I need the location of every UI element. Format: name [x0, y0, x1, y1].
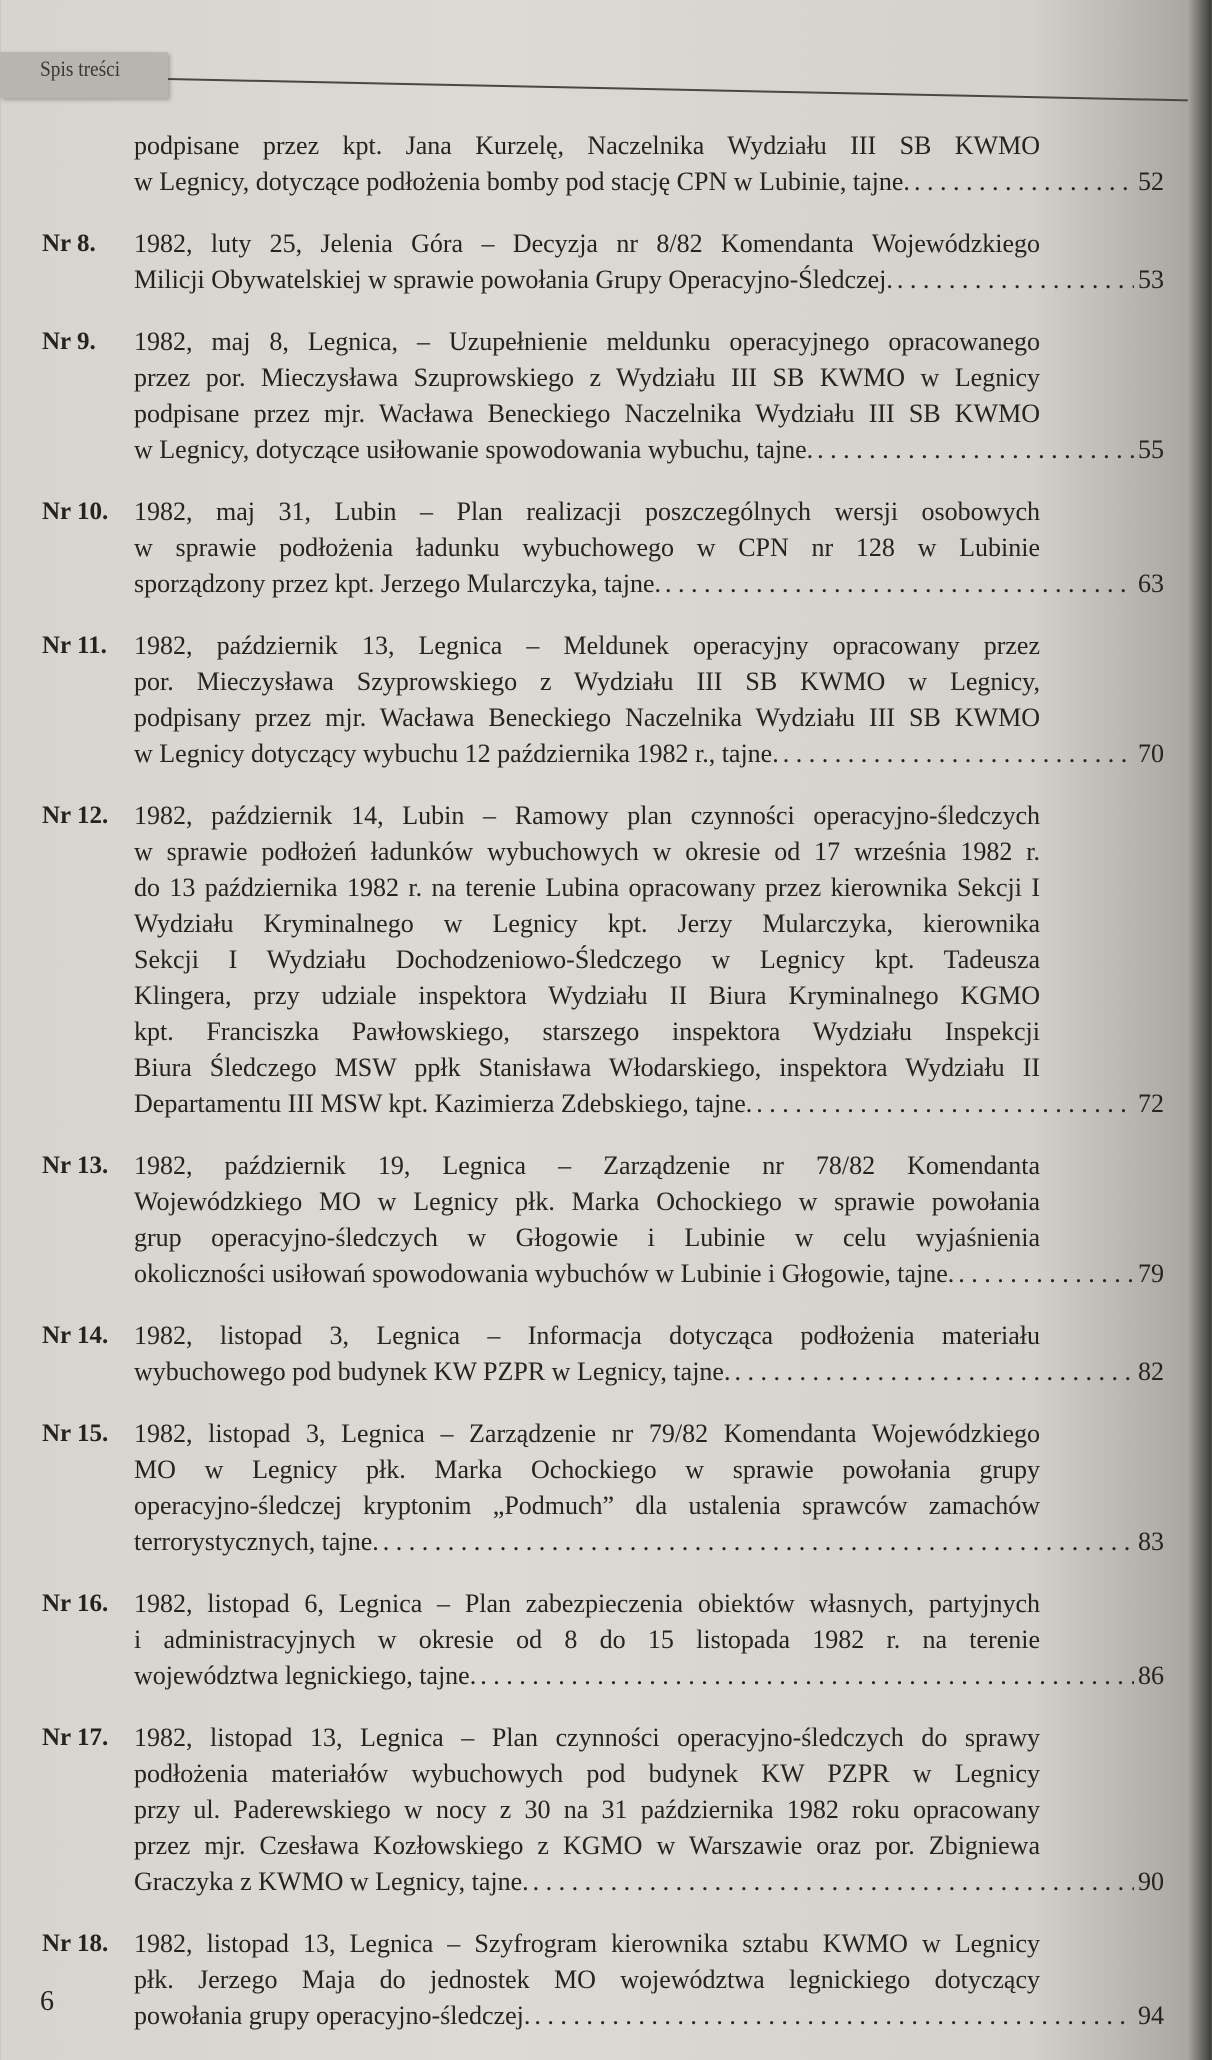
dot-leader: [383, 1524, 1134, 1560]
toc-entry: [0, 324, 1212, 468]
entry-line: podpisane przez kpt. Jana Kurzelę, Naczelnika Wydziału III SB KWMO: [134, 131, 1040, 160]
entry-line: w sprawie podłożenia ładunku wybuchowego w CPN nr 128 w Lubinie: [134, 533, 1040, 562]
toc-entry: [0, 1318, 1212, 1390]
entry-line: MO w Legnicy płk. Marka Ochockiego w sprawie powołania grupy: [134, 1455, 1040, 1484]
entry-text: okoliczności usiłowań spowodowania wybuchów w Lubinie i Głogowie, tajne.: [134, 1259, 955, 1288]
dot-leader: [734, 1354, 1134, 1390]
entry-line: i administracyjnych w okresie od 8 do 15 listopada 1982 r. na terenie: [134, 1625, 1040, 1654]
document-number: Nr 9.: [42, 328, 96, 355]
entry-page-number: 52: [1138, 167, 1164, 196]
entry-page-number: 86: [1138, 1661, 1164, 1690]
entry-line: [134, 1658, 1164, 1694]
entry-line: Wojewódzkiego MO w Legnicy płk. Marka Ochockiego w sprawie powołania: [134, 1187, 1040, 1216]
toc-entry: [0, 1586, 1212, 1694]
entry-line: Wydziału Kryminalnego w Legnicy kpt. Jerzy Mularczyka, kierownika: [134, 909, 1040, 938]
dot-leader: [914, 164, 1134, 200]
entry-line: [134, 432, 1164, 468]
entry-line: Biura Śledczego MSW ppłk Stanisława Włodarskiego, inspektora Wydziału II: [134, 1053, 1040, 1082]
document-number: Nr 16.: [42, 1590, 109, 1617]
entry-page-number: 63: [1138, 569, 1164, 598]
entry-text: wybuchowego pod budynek KW PZPR w Legnicy, tajne.: [134, 1357, 731, 1386]
dot-leader: [897, 262, 1134, 298]
toc-entry: [0, 1416, 1212, 1560]
entry-line: 1982, luty 25, Jelenia Góra – Decyzja nr 8/82 Komendanta Wojewódzkiego: [134, 229, 1040, 258]
entry-page-number: 82: [1138, 1357, 1164, 1386]
entry-line: 1982, maj 31, Lubin – Plan realizacji poszczególnych wersji osobowych: [134, 497, 1040, 526]
entry-page-number: 90: [1138, 1867, 1164, 1896]
document-number: Nr 14.: [42, 1322, 109, 1349]
dot-leader: [756, 1086, 1134, 1122]
entry-line: [134, 164, 1164, 200]
entry-page-number: 83: [1138, 1527, 1164, 1556]
entry-line: przez por. Mieczysława Szuprowskiego z Wydziału III SB KWMO w Legnicy: [134, 363, 1040, 392]
dot-leader: [817, 432, 1134, 468]
entry-line: grup operacyjno-śledczych w Głogowie i Lubinie w celu wyjaśnienia: [134, 1223, 1040, 1252]
entry-line: w sprawie podłożeń ładunków wybuchowych w okresie od 17 września 1982 r.: [134, 837, 1040, 866]
document-number: Nr 10.: [42, 498, 109, 525]
entry-line: 1982, listopad 3, Legnica – Informacja dotycząca podłożenia materiału: [134, 1321, 1040, 1350]
dot-leader: [665, 566, 1134, 602]
entry-text: powołania grupy operacyjno-śledczej.: [134, 2001, 531, 2030]
toc-entry: [0, 1926, 1212, 2034]
entry-line: podłożenia materiałów wybuchowych pod budynek KW PZPR w Legnicy: [134, 1759, 1040, 1788]
entry-page-number: 53: [1138, 265, 1164, 294]
entry-line: [134, 1998, 1164, 2034]
toc-entry: [0, 1148, 1212, 1292]
entry-line: przez mjr. Czesława Kozłowskiego z KGMO w Warszawie oraz por. Zbigniewa: [134, 1831, 1040, 1860]
document-number: Nr 18.: [42, 1930, 109, 1957]
entry-line: Sekcji I Wydziału Dochodzeniowo-Śledczego w Legnicy kpt. Tadeusza: [134, 945, 1040, 974]
dot-leader: [480, 1658, 1134, 1694]
entry-page-number: 79: [1138, 1259, 1164, 1288]
entry-line: Klingera, przy udziale inspektora Wydziału II Biura Kryminalnego KGMO: [134, 981, 1040, 1010]
entry-page-number: 94: [1138, 2001, 1164, 2030]
entry-text: sporządzony przez kpt. Jerzego Mularczyka, tajne.: [134, 569, 661, 598]
header-rule: [168, 78, 1188, 101]
entry-page-number: 55: [1138, 435, 1164, 464]
entry-text: Departamentu III MSW kpt. Kazimierza Zdebskiego, tajne.: [134, 1089, 753, 1118]
entry-line: 1982, październik 14, Lubin – Ramowy plan czynności operacyjno-śledczych: [134, 801, 1040, 830]
dot-leader: [783, 736, 1134, 772]
document-number: Nr 11.: [42, 632, 107, 659]
entry-line: 1982, listopad 3, Legnica – Zarządzenie nr 79/82 Komendanta Wojewódzkiego: [134, 1419, 1040, 1448]
entry-line: 1982, listopad 13, Legnica – Szyfrogram kierownika sztabu KWMO w Legnicy: [134, 1929, 1040, 1958]
entry-page-number: 70: [1138, 739, 1164, 768]
toc-entry: [0, 226, 1212, 298]
document-number: Nr 17.: [42, 1724, 109, 1751]
entry-line: [134, 566, 1164, 602]
dot-leader: [534, 1998, 1134, 2034]
entry-line: do 13 października 1982 r. na terenie Lubina opracowany przez kierownika Sekcji I: [134, 873, 1040, 902]
toc-entry: [0, 128, 1212, 200]
entry-line: [134, 1086, 1164, 1122]
running-header: Spis treści: [40, 56, 121, 81]
entry-line: [134, 1354, 1164, 1390]
document-number: Nr 12.: [42, 802, 109, 829]
entry-text: w Legnicy dotyczący wybuchu 12 października 1982 r., tajne.: [134, 739, 779, 768]
entry-line: 1982, listopad 6, Legnica – Plan zabezpieczenia obiektów własnych, partyjnych: [134, 1589, 1040, 1618]
entry-line: 1982, maj 8, Legnica, – Uzupełnienie meldunku operacyjnego opracowanego: [134, 327, 1040, 356]
document-number: Nr 15.: [42, 1420, 109, 1447]
entry-line: operacyjno-śledczej kryptonim „Podmuch” dla ustalenia sprawców zamachów: [134, 1491, 1040, 1520]
entry-line: podpisany przez mjr. Wacława Beneckiego Naczelnika Wydziału III SB KWMO: [134, 703, 1040, 732]
entry-text: Graczyka z KWMO w Legnicy, tajne.: [134, 1867, 529, 1896]
entry-line: przy ul. Paderewskiego w nocy z 30 na 31 października 1982 roku opracowany: [134, 1795, 1040, 1824]
entry-page-number: 72: [1138, 1089, 1164, 1118]
entry-line: [134, 1524, 1164, 1560]
entry-text: województwa legnickiego, tajne.: [134, 1661, 477, 1690]
entry-line: [134, 1256, 1164, 1292]
table-of-contents: [0, 128, 1212, 2060]
entry-line: podpisane przez mjr. Wacława Beneckiego Naczelnika Wydziału III SB KWMO: [134, 399, 1040, 428]
entry-line: [134, 262, 1164, 298]
entry-line: 1982, październik 19, Legnica – Zarządzenie nr 78/82 Komendanta: [134, 1151, 1040, 1180]
entry-text: terrorystycznych, tajne.: [134, 1527, 379, 1556]
document-number: Nr 13.: [42, 1152, 109, 1179]
entry-line: kpt. Franciszka Pawłowskiego, starszego inspektora Wydziału Inspekcji: [134, 1017, 1040, 1046]
entry-line: [134, 736, 1164, 772]
document-number: Nr 8.: [42, 230, 96, 257]
dot-leader: [533, 1864, 1134, 1900]
entry-line: [134, 1864, 1164, 1900]
entry-text: w Legnicy, dotyczące podłożenia bomby pod stację CPN w Lubinie, tajne.: [134, 167, 910, 196]
dot-leader: [958, 1256, 1134, 1292]
toc-entry: [0, 628, 1212, 772]
entry-line: por. Mieczysława Szyprowskiego z Wydziału III SB KWMO w Legnicy,: [134, 667, 1040, 696]
entry-text: w Legnicy, dotyczące usiłowanie spowodowania wybuchu, tajne.: [134, 435, 814, 464]
entry-text: Milicji Obywatelskiej w sprawie powołania Grupy Operacyjno-Śledczej.: [134, 265, 893, 294]
entry-line: płk. Jerzego Maja do jednostek MO województwa legnickiego dotyczący: [134, 1965, 1040, 1994]
toc-entry: [0, 798, 1212, 1122]
entry-line: 1982, październik 13, Legnica – Meldunek operacyjny opracowany przez: [134, 631, 1040, 660]
toc-entry: [0, 1720, 1212, 1900]
page-number: 6: [40, 1986, 54, 2017]
entry-line: 1982, listopad 13, Legnica – Plan czynności operacyjno-śledczych do sprawy: [134, 1723, 1040, 1752]
toc-entry: [0, 494, 1212, 602]
